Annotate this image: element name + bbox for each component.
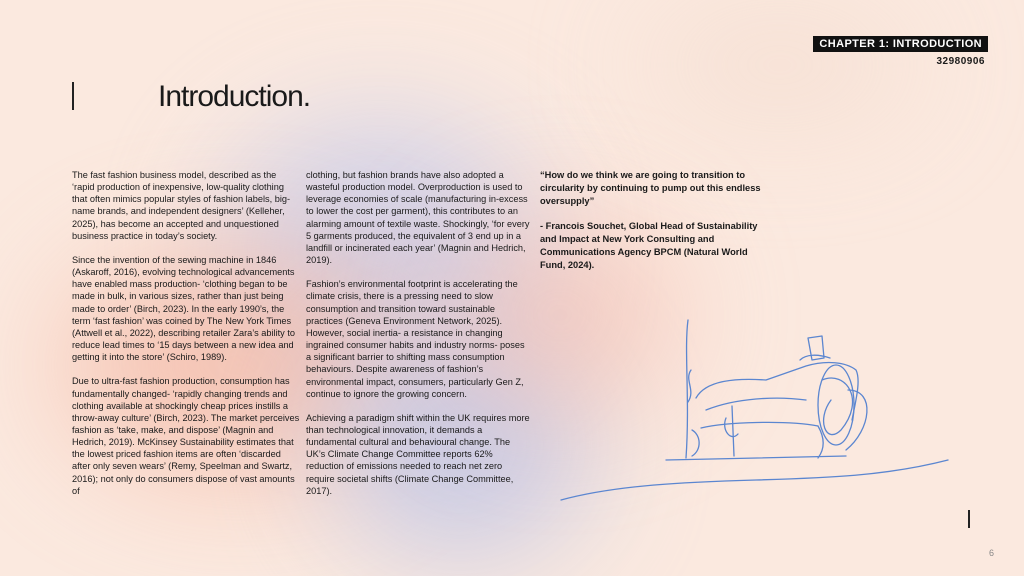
footer-divider	[968, 510, 970, 528]
paragraph: clothing, but fashion brands have also adopted a wasteful production model. Overproduction is used to leverage economies of scale (manufacturing in-excess to lower the cost per garment), this contributes to an alarming amount of textile waste. Shockingly, ‘for every 5 garments produced, the equivalent of 3 end up in a landfill or incinerated each year’ (Magnin and Hedrich, 2019).	[306, 170, 530, 266]
paragraph: Due to ultra-fast fashion production, consumption has fundamentally changed- ‘rapidly changing trends and clothing available at shockingly cheap prices instills a throw-away culture’ (Birch, 2023). The market perceives fashion as ‘take, make, and dispose’ (Magnin and Hedrich, 2019). McKinsey Sustainability estimates that the lowest priced fashion items are often ‘discarded after only seven wears’ (Remy, Speelman and Swartz, 2016); not only do consumers dispose of vast amounts of	[72, 376, 300, 496]
page-title: Introduction.	[158, 80, 311, 113]
page-number: 6	[988, 548, 994, 558]
sewing-machine-icon	[556, 310, 956, 510]
title-divider	[72, 82, 74, 110]
quote-block	[540, 169, 770, 285]
body-column-2	[306, 169, 530, 509]
quote-text: “How do we think we are going to transition to circularity by continuing to pump out this endless oversupply”	[540, 170, 761, 206]
paragraph: Achieving a paradigm shift within the UK requires more than technological innovation, it demands a fundamental cultural and behavioural change. The UK’s Climate Change Committee reports 62% reduction of emissions needed to reach net zero require societal shifts (Climate Change Committee, 2017).	[306, 412, 530, 496]
paragraph: The fast fashion business model, described as the ‘rapid production of inexpensive, low-quality clothing that often mimics popular styles of fashion labels, big-name brands, and independent designers’ (Kelleher, 2025), has become an accepted and unquestioned business practice in today’s society.	[72, 170, 291, 241]
body-column-1	[72, 169, 300, 509]
paragraph: Fashion’s environmental footprint is accelerating the climate crisis, there is a pressing need to slow consumption and transition toward sustainable practices (Geneva Environment Network, 2025). However, social inertia- a resistance in changing ingrained consumer habits and industry norms- poses a significant barrier to shifting mass consumption behaviours. Despite awareness of fashion’s environmental impact, consumers, particularly Gen Z, continue to ignore the growing concern.	[306, 279, 525, 399]
paragraph: Since the invention of the sewing machine in 1846 (Askaroff, 2016), evolving technological advancements have enabled mass production- ‘clothing began to be made in bulk, in various sizes, rather than just being made to order’ (Birch, 2023). In the early 1990’s, the term ‘fast fashion’ was coined by The New York Times (Attwell et al., 2022), describing retailer Zara’s ability to reduce lead times to ‘15 days between a new idea and getting it into the store’ (Schiro, 1989).	[72, 254, 295, 363]
chapter-label: CHAPTER 1: INTRODUCTION	[813, 36, 988, 52]
student-id: 32980906	[936, 56, 985, 67]
quote-attribution: - Francois Souchet, Global Head of Sustainability and Impact at New York Consulting and Communications Agency BPCM (Natural World Fund, 2024).	[540, 221, 758, 270]
